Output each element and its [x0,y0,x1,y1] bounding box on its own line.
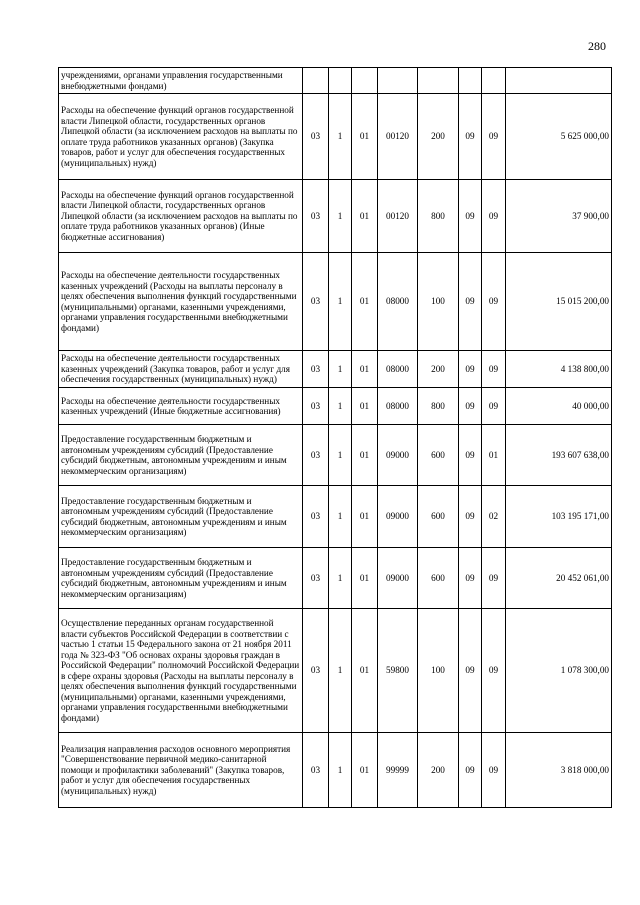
row-code-5 [418,68,459,94]
row-amount: 20 452 061,00 [506,548,612,609]
table-row [59,548,612,609]
row-amount: 3 818 000,00 [506,733,612,808]
row-code-7: 09 [482,180,506,253]
row-code-7 [482,68,506,94]
row-code-4: 08000 [378,351,418,388]
row-code-4: 09000 [378,548,418,609]
row-code-2: 1 [329,253,352,351]
row-code-1: 03 [303,253,329,351]
row-code-2: 1 [329,388,352,425]
table-row [59,68,612,94]
row-code-3: 01 [352,180,378,253]
row-description: Расходы на обеспечение деятельности государственных казенных учреждений (Закупка товаров, работ и услуг для обеспечения государственных (муниципальных) нужд) [59,351,303,388]
row-code-3: 01 [352,388,378,425]
row-description: Предоставление государственным бюджетным и автономным учреждениям субсидий (Предоставление субсидий бюджетным, автономным учреждениям и иным некоммерческим организациям) [59,486,303,548]
row-code-7: 09 [482,548,506,609]
row-code-6: 09 [459,253,482,351]
row-code-2: 1 [329,425,352,486]
row-code-6 [459,68,482,94]
row-code-2: 1 [329,486,352,548]
row-description: Предоставление государственным бюджетным и автономным учреждениям субсидий (Предоставление субсидий бюджетным, автономным учреждениям и иным некоммерческим организациям) [59,548,303,609]
row-code-5: 600 [418,425,459,486]
row-amount: 15 015 200,00 [506,253,612,351]
row-description: Расходы на обеспечение деятельности государственных казенных учреждений (Расходы на выплаты персоналу в целях обеспечения выполнения функций государственными (муниципальными) органами, казенными учреждениями, органами управления государственными внебюджетными фондами) [59,253,303,351]
row-code-5: 100 [418,253,459,351]
row-code-1: 03 [303,486,329,548]
row-code-2: 1 [329,548,352,609]
row-description: учреждениями, органами управления государственными внебюджетными фондами) [59,68,303,94]
table-row [59,253,612,351]
row-amount: 40 000,00 [506,388,612,425]
table-row [59,180,612,253]
row-code-4: 08000 [378,388,418,425]
row-code-5: 200 [418,94,459,180]
row-code-5: 200 [418,733,459,808]
row-code-4: 59800 [378,609,418,733]
row-description: Осуществление переданных органам государственной власти субъектов Российской Федерации в соответствии с частью 1 статьи 15 Федерального закона от 21 ноября 2011 года № 323-ФЗ "Об основах охраны здоровья граждан в Российской Федерации" полномочий Российской Федерации в сфере охраны здоровья (Расходы на выплаты персоналу в целях обеспечения выполнения функций государственными (муниципальными) органами, казенными учреждениями, органами управления государственными внебюджетными фондами) [59,609,303,733]
row-code-4: 09000 [378,486,418,548]
row-code-2: 1 [329,351,352,388]
row-description: Расходы на обеспечение функций органов государственной власти Липецкой области, государственных органов Липецкой области (за исключением расходов на выплаты по оплате труда работников указанных органов) (Иные бюджетные ассигнования) [59,180,303,253]
row-code-7: 09 [482,733,506,808]
row-code-3: 01 [352,548,378,609]
table-row [59,388,612,425]
row-code-1: 03 [303,388,329,425]
row-code-6: 09 [459,351,482,388]
row-code-2: 1 [329,733,352,808]
row-code-2: 1 [329,609,352,733]
page-number: 280 [588,39,606,53]
row-code-2 [329,68,352,94]
row-code-1: 03 [303,733,329,808]
row-code-4: 09000 [378,425,418,486]
row-code-1 [303,68,329,94]
row-code-6: 09 [459,180,482,253]
row-code-3: 01 [352,351,378,388]
row-amount: 1 078 300,00 [506,609,612,733]
row-amount: 193 607 638,00 [506,425,612,486]
table-row [59,609,612,733]
row-code-7: 09 [482,609,506,733]
row-amount: 4 138 800,00 [506,351,612,388]
row-code-1: 03 [303,548,329,609]
row-description: Предоставление государственным бюджетным и автономным учреждениям субсидий (Предоставление субсидий бюджетным, автономным учреждениям и иным некоммерческим организациям) [59,425,303,486]
row-amount: 5 625 000,00 [506,94,612,180]
row-description: Расходы на обеспечение функций органов государственной власти Липецкой области, государственных органов Липецкой области (за исключением расходов на выплаты по оплате труда работников указанных органов) (Закупка товаров, работ и услуг для обеспечения государственных (муниципальных) нужд) [59,94,303,180]
row-code-7: 02 [482,486,506,548]
row-code-1: 03 [303,180,329,253]
row-code-4: 08000 [378,253,418,351]
row-code-3: 01 [352,425,378,486]
row-code-1: 03 [303,94,329,180]
row-code-3: 01 [352,94,378,180]
row-code-5: 600 [418,486,459,548]
row-code-5: 800 [418,180,459,253]
row-amount: 37 900,00 [506,180,612,253]
row-code-7: 01 [482,425,506,486]
row-description: Расходы на обеспечение деятельности государственных казенных учреждений (Иные бюджетные ассигнования) [59,388,303,425]
row-code-1: 03 [303,609,329,733]
row-code-5: 800 [418,388,459,425]
row-code-3: 01 [352,609,378,733]
row-code-5: 600 [418,548,459,609]
row-code-6: 09 [459,94,482,180]
budget-table [58,67,612,808]
table-row [59,425,612,486]
row-code-6: 09 [459,733,482,808]
row-code-7: 09 [482,253,506,351]
row-code-4: 00120 [378,94,418,180]
row-code-6: 09 [459,388,482,425]
row-amount [506,68,612,94]
row-description: Реализация направления расходов основного мероприятия "Совершенствование первичной медико-санитарной помощи и профилактики заболеваний" (Закупка товаров, работ и услуг для обеспечения государственных (муниципальных) нужд) [59,733,303,808]
row-code-2: 1 [329,180,352,253]
row-code-6: 09 [459,548,482,609]
row-code-1: 03 [303,351,329,388]
row-code-3: 01 [352,486,378,548]
row-code-6: 09 [459,609,482,733]
table-row [59,94,612,180]
row-code-7: 09 [482,351,506,388]
row-code-4: 00120 [378,180,418,253]
table-row [59,351,612,388]
row-code-6: 09 [459,425,482,486]
table-row [59,733,612,808]
row-code-7: 09 [482,94,506,180]
row-code-4 [378,68,418,94]
row-amount: 103 195 171,00 [506,486,612,548]
row-code-1: 03 [303,425,329,486]
table-body [59,68,612,808]
row-code-3: 01 [352,733,378,808]
row-code-7: 09 [482,388,506,425]
table-row [59,486,612,548]
row-code-4: 99999 [378,733,418,808]
row-code-6: 09 [459,486,482,548]
row-code-3 [352,68,378,94]
row-code-5: 200 [418,351,459,388]
row-code-3: 01 [352,253,378,351]
row-code-2: 1 [329,94,352,180]
row-code-5: 100 [418,609,459,733]
